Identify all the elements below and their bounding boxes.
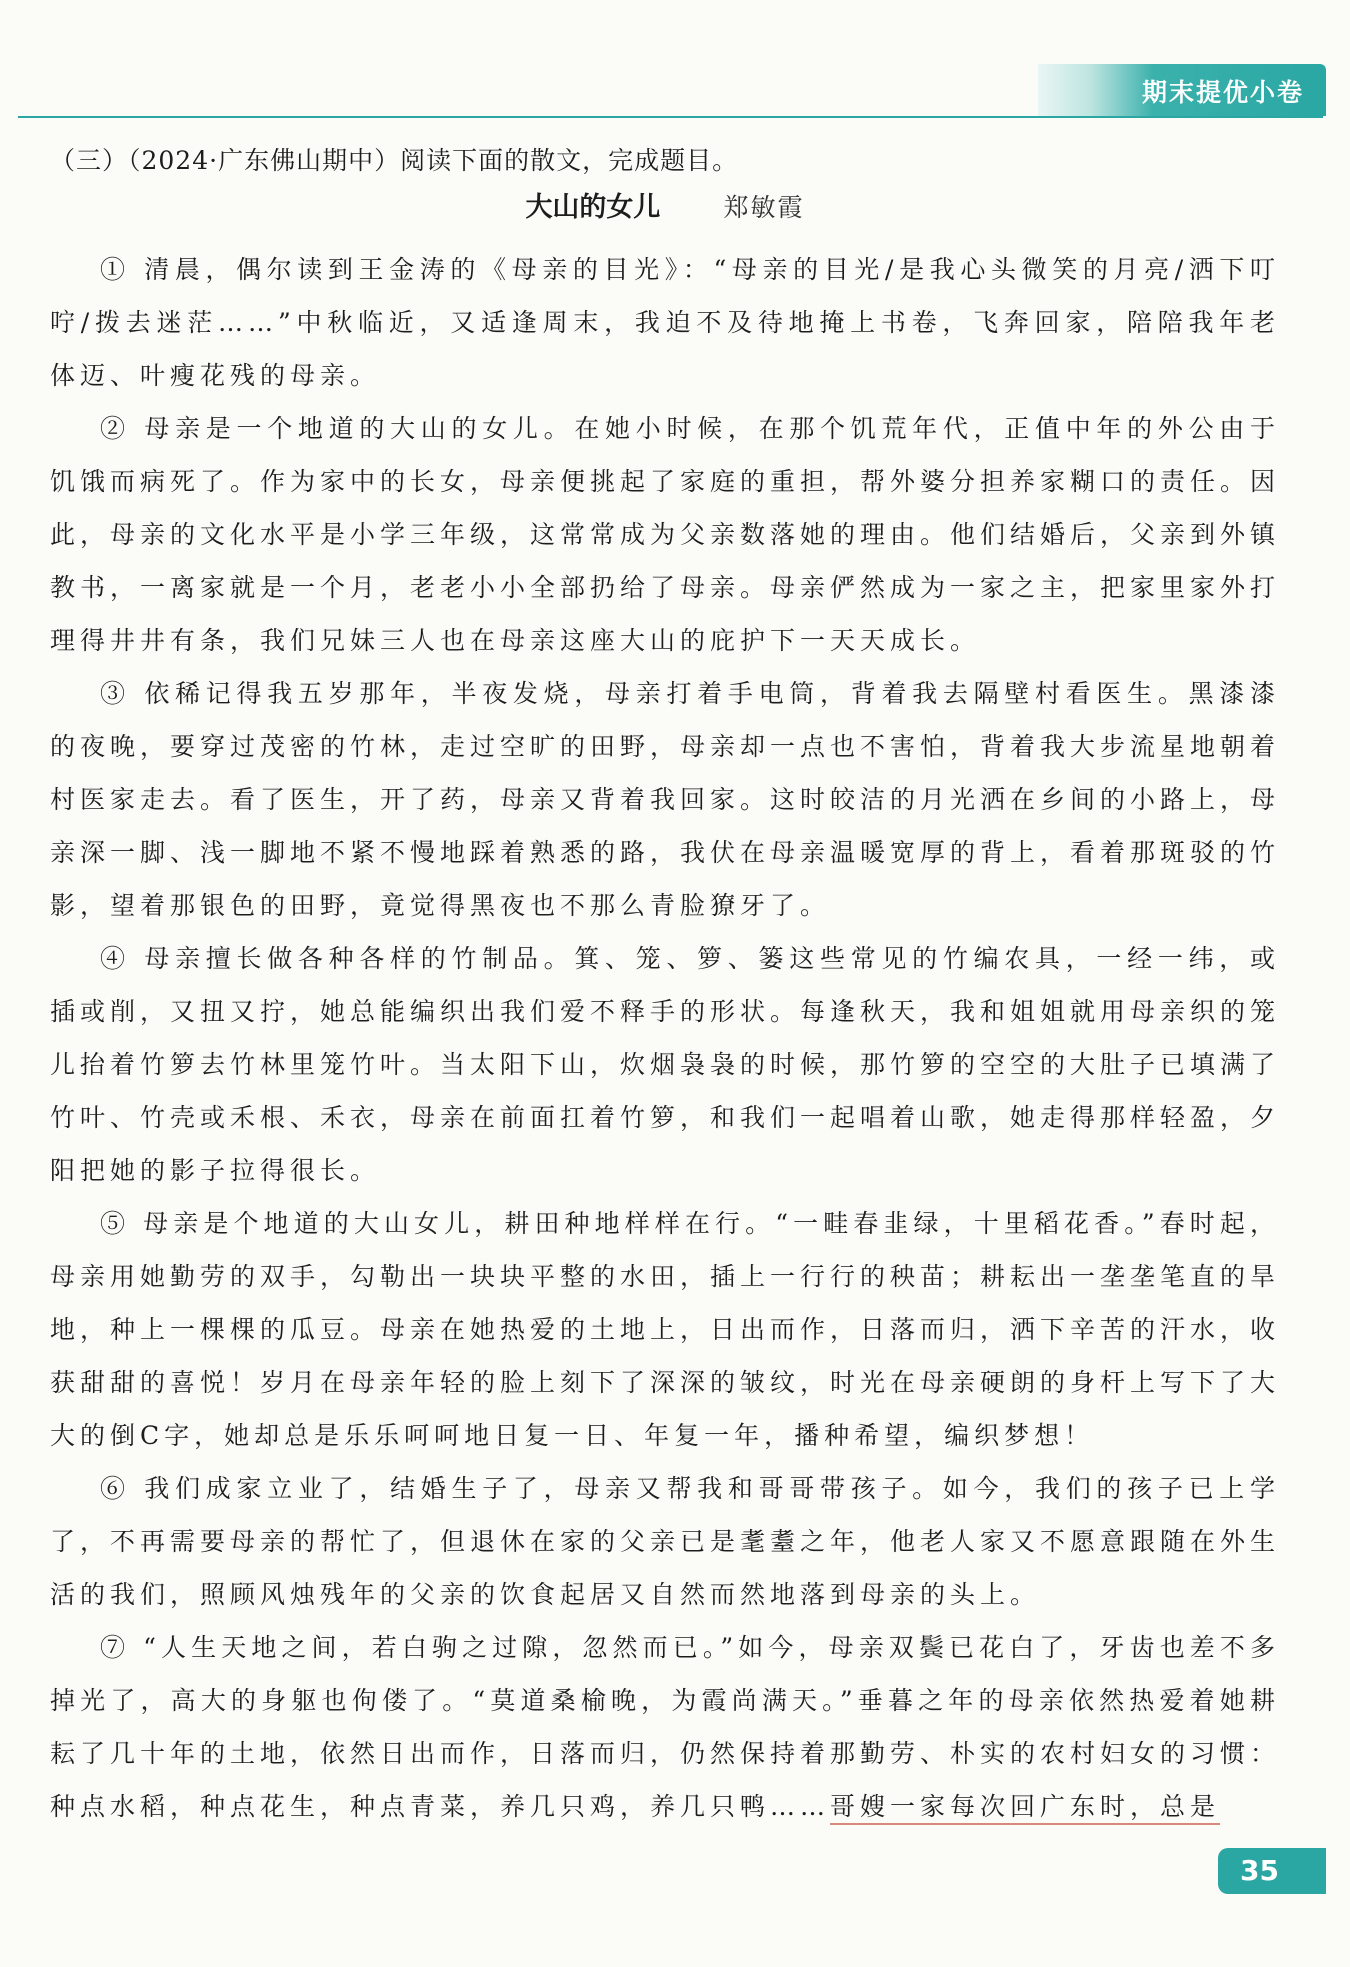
article-title: 大山的女儿 xyxy=(525,192,661,223)
paragraph-4: ④ 母亲擅长做各种各样的竹制品。箕、笼、箩、篓这些常见的竹编农具，一经一纬，或插或削，又扭又拧，她总能编织出我们爱不释手的形状。每逢秋天，我和姐姐就用母亲织的笼儿抬着竹箩去竹林里笼竹叶。当太阳下山，炊烟袅袅的时候，那竹箩的空空的大肚子已填满了竹叶、竹壳或禾根、禾衣，母亲在前面扛着竹箩，和我们一起唱着山歌，她走得那样轻盈，夕阳把她的影子拉得很长。 xyxy=(50,944,1281,1185)
page-number-tab xyxy=(1218,1848,1326,1894)
paragraph-2: ② 母亲是一个地道的大山的女儿。在她小时候，在那个饥荒年代，正值中年的外公由于饥饿而病死了。作为家中的长女，母亲便挑起了家庭的重担，帮外婆分担养家糊口的责任。因此，母亲的文化水平是小学三年级，这常常成为父亲数落她的理由。他们结婚后，父亲到外镇教书，一离家就是一个月，老老小小全部扔给了母亲。母亲俨然成为一家之主，把家里家外打理得井井有条，我们兄妹三人也在母亲这座大山的庇护下一天天成长。 xyxy=(50,414,1281,655)
paragraph-6: ⑥ 我们成家立业了，结婚生子了，母亲又帮我和哥哥带孩子。如今，我们的孩子已上学了，不再需要母亲的帮忙了，但退休在家的父亲已是耄耋之年，他老人家又不愿意跟随在外生活的我们，照顾风烛残年的父亲的饮食起居又自然而然地落到母亲的头上。 xyxy=(50,1474,1281,1609)
header-section-label: 期末提优小卷 xyxy=(1141,78,1304,107)
header-line xyxy=(18,116,1323,118)
article-author: 郑敏霞 xyxy=(723,193,805,222)
paragraph-1: ① 清晨，偶尔读到王金涛的《母亲的目光》：“母亲的目光/是我心头微笑的月亮/洒下叮咛/拨去迷茫……”中秋临近，又适逢周末，我迫不及待地掩上书卷，飞奔回家，陪陪我年老体迈、叶瘦花残的母亲。 xyxy=(50,255,1280,390)
page-content xyxy=(50,140,1280,1833)
underlined-sentence: 哥嫂一家每次回广东时，总是 xyxy=(830,1792,1221,1821)
page-number: 35 xyxy=(1240,1854,1279,1887)
header-section-tab xyxy=(1038,64,1326,116)
paragraph-3: ③ 依稀记得我五岁那年，半夜发烧，母亲打着手电筒，背着我去隔壁村看医生。黑漆漆的夜晚，要穿过茂密的竹林，走过空旷的田野，母亲却一点也不害怕，背着我大步流星地朝着村医家走去。看了医生，开了药，母亲又背着我回家。这时皎洁的月光洒在乡间的小路上，母亲深一脚、浅一脚地不紧不慢地踩着熟悉的路，我伏在母亲温暖宽厚的背上，看着那斑驳的竹影，望着那银色的田野，竟觉得黑夜也不那么青脸獠牙了。 xyxy=(50,679,1281,920)
paragraph-5: ⑤ 母亲是个地道的大山女儿，耕田种地样样在行。“一畦春韭绿，十里稻花香。”春时起，母亲用她勤劳的双手，勾勒出一块块平整的水田，插上一行行的秧苗；耕耘出一垄垄笔直的旱地，种上一棵棵的瓜豆。母亲在她热爱的土地上，日出而作，日落而归，洒下辛苦的汗水，收获甜甜的喜悦！岁月在母亲年轻的脸上刻下了深深的皱纹，时光在母亲硬朗的身杆上写下了大大的倒C字，她却总是乐乐呵呵地日复一日、年复一年，播种希望，编织梦想！ xyxy=(50,1209,1281,1450)
paragraph-7 xyxy=(50,1621,1280,1833)
paragraph-7-text: ⑦ “人生天地之间，若白驹之过隙，忽然而已。”如今，母亲双鬓已花白了，牙齿也差不多掉光了，高大的身躯也佝偻了。“莫道桑榆晚，为霞尚满天。”垂暮之年的母亲依然热爱着她耕耘了几十年的土地，依然日出而作，日落而归，仍然保持着那勤劳、朴实的农村妇女的习惯：种点水稻，种点花生，种点青菜，养几只鸡，养几只鸭…… xyxy=(50,1633,1281,1821)
question-header: （三）（2024·广东佛山期中）阅读下面的散文，完成题目。 xyxy=(50,146,739,175)
article-title-row xyxy=(50,186,1280,233)
